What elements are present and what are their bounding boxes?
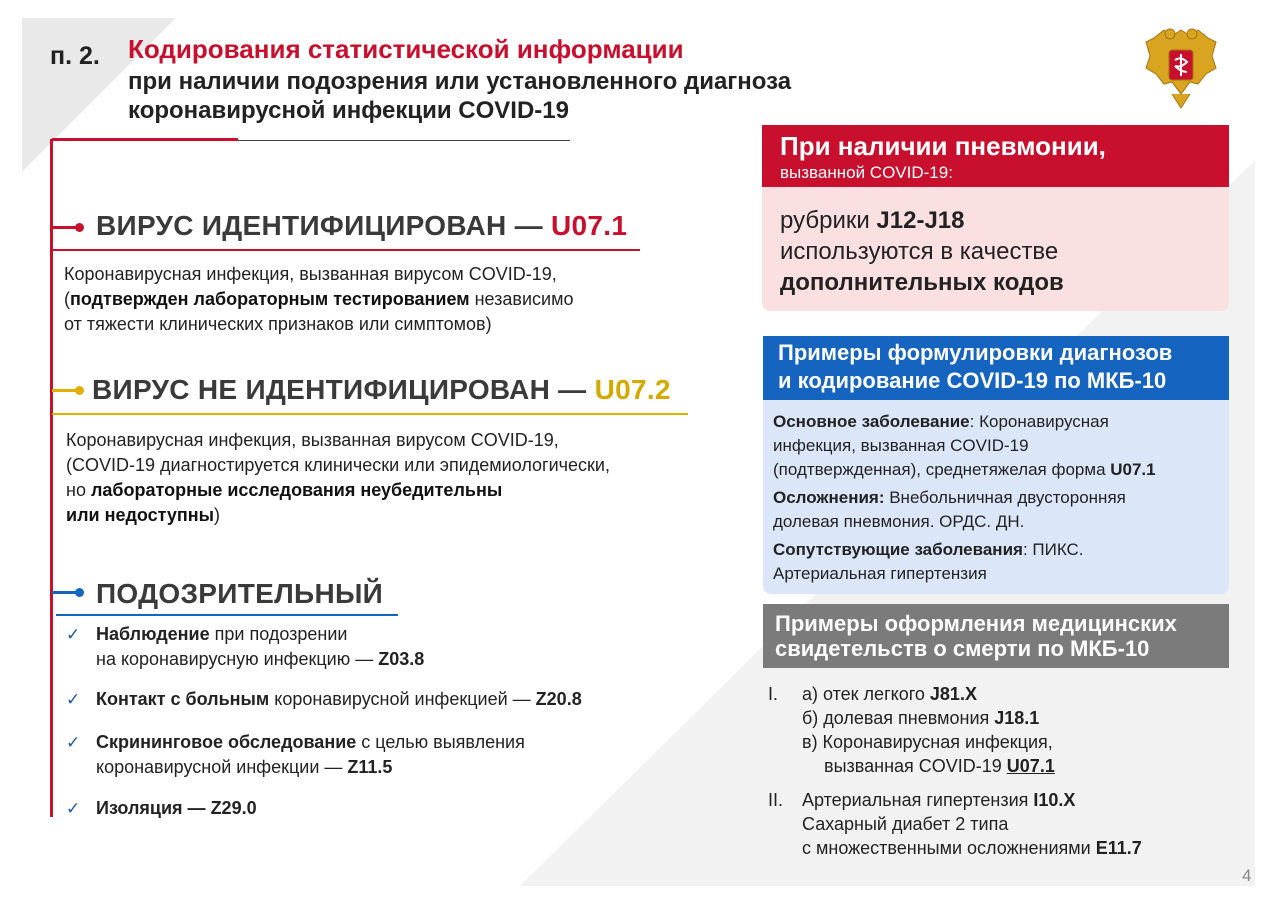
death-line-b: б) долевая пневмония J18.1 [802, 708, 1040, 728]
examples-title-line1: Примеры формулировки диагнозов [778, 340, 1173, 365]
timeline-top-accent [52, 138, 238, 141]
code-u071: U07.1 [550, 210, 628, 241]
examples-title-line2: и кодирование COVID-19 по МКБ-10 [778, 368, 1167, 393]
timeline-dot [75, 223, 84, 232]
example-main-line3: (подтвержденная), среднетяжелая форма U07.1 [773, 460, 1156, 479]
death-line-c1: в) Коронавирусная инфекция, [802, 732, 1053, 752]
example-complications-line2: долевая пневмония. ОРДС. ДН. [773, 512, 1025, 531]
pneumonia-title: При наличии пневмонии, [780, 131, 1106, 161]
not-identified-description: Коронавирусная инфекция, вызванная вирусом COVID-19, (COVID-19 диагностируется клинически или эпидемиологически, но лабораторные исследования неубедительны или недоступны) [66, 430, 610, 525]
death-line-ii-3: с множественными осложнениями E11.7 [802, 838, 1142, 858]
suspicious-item-contact: ✓ Контакт с больным коронавирусной инфекцией — Z20.8 [96, 687, 582, 712]
page-subtitle-line1: при наличии подозрения или установленного диагноза [128, 68, 792, 95]
suspicious-item-observation: ✓ Наблюдение при подозрении на коронавирусную инфекцию — Z03.8 [66, 624, 425, 669]
section-rule-not-identified [52, 413, 688, 415]
death-roman-1: I. [768, 684, 779, 704]
section-heading-suspicious: ПОДОЗРИТЕЛЬНЫЙ [96, 578, 384, 609]
section-number: п. 2. [50, 42, 100, 70]
page-subtitle-line2: коронавирусной инфекции COVID-19 [128, 97, 569, 124]
death-line-c2: вызванная COVID-19 U07.1 [824, 756, 1055, 776]
section-rule-identified [52, 249, 640, 251]
timeline-dot [75, 588, 84, 597]
timeline-dot [75, 386, 84, 395]
example-complications-line1: Осложнения: Внебольничная двусторонняя [773, 488, 1126, 507]
example-concomitant-line2: Артериальная гипертензия [773, 564, 987, 583]
checkmark-icon: ✓ [66, 799, 81, 818]
example-main-line1: Основное заболевание: Коронавирусная [773, 412, 1109, 431]
code-u072: U07.2 [594, 374, 671, 405]
death-line-ii-1: Артериальная гипертензия I10.X [802, 790, 1076, 810]
page-title: Кодирования статистической информации [128, 34, 684, 64]
identified-description: Коронавирусная инфекция, вызванная вирусом COVID-19, (подтвержден лабораторным тестированием независимо от тяжести клинических признаков или симптомов) [64, 264, 574, 334]
death-roman-2: II. [768, 790, 784, 810]
timeline-tick-identified [52, 226, 80, 229]
pneumonia-text: рубрики J12-J18 используются в качестве дополнительных кодов [780, 207, 1064, 296]
section-heading-identified: ВИРУС ИДЕНТИФИЦИРОВАН — U07.1 [96, 210, 628, 241]
timeline-tick-not-identified [52, 389, 80, 392]
section-heading-not-identified: ВИРУС НЕ ИДЕНТИФИЦИРОВАН — U07.2 [92, 374, 671, 405]
section-rule-suspicious [56, 614, 398, 616]
death-title-line1: Примеры оформления медицинских [775, 611, 1177, 636]
suspicious-item-isolation: ✓ Изоляция — Z29.0 [96, 796, 257, 821]
checkmark-icon: ✓ [66, 625, 81, 644]
checkmark-icon: ✓ [66, 733, 81, 752]
example-concomitant-line1: Сопутствующие заболевания: ПИКС. [773, 540, 1084, 559]
suspicious-item-screening: ✓ Скрининговое обследование с целью выявления коронавирусной инфекции — Z11.5 [66, 732, 525, 777]
example-main-line2: инфекция, вызванная COVID-19 [773, 436, 1029, 455]
checkmark-icon: ✓ [66, 690, 81, 709]
death-line-ii-2: Сахарный диабет 2 типа [802, 814, 1009, 834]
page-number: 4 [1242, 866, 1252, 885]
timeline-line [50, 139, 53, 817]
russian-coat-of-arms-icon [1142, 22, 1220, 112]
death-title-line2: свидетельств о смерти по МКБ-10 [775, 636, 1150, 661]
death-line-a: а) отек легкого J81.X [802, 684, 977, 704]
pneumonia-subtitle: вызванной COVID-19: [780, 163, 953, 182]
timeline-tick-suspicious [52, 591, 80, 594]
